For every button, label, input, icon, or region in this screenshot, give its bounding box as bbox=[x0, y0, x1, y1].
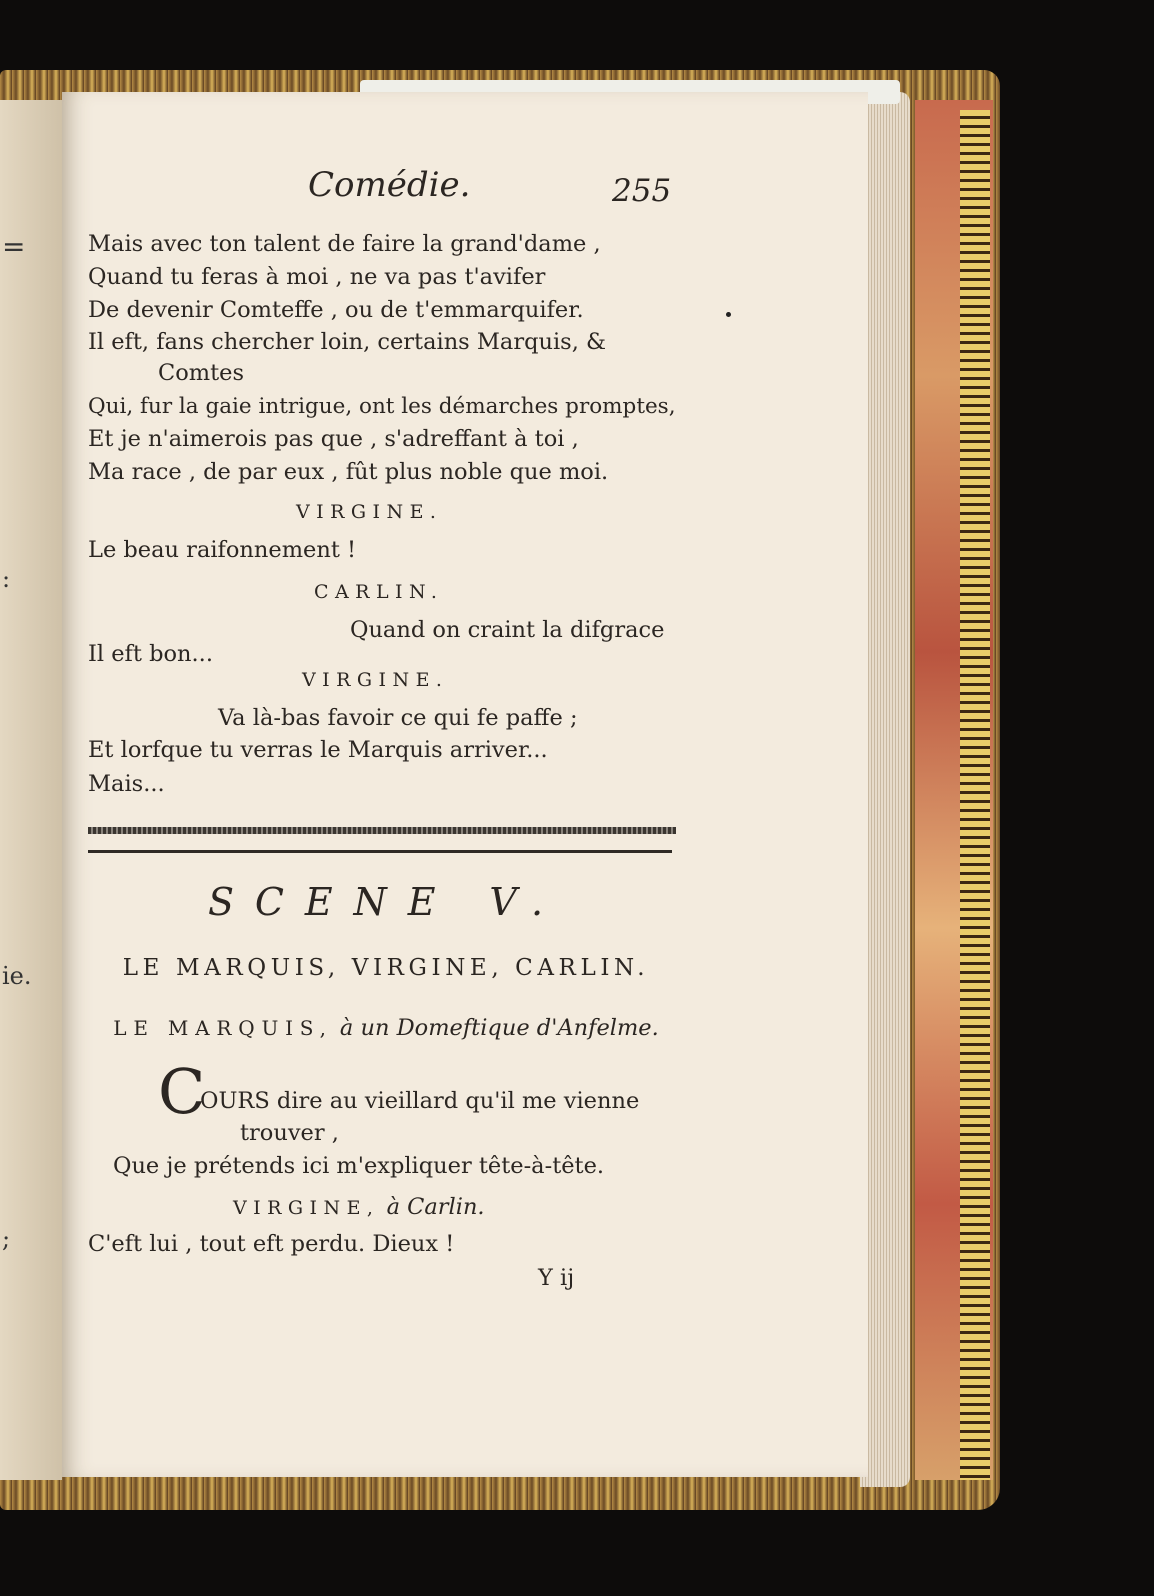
verse-line-3: De devenir Comteffe , ou de t'emmarquifer. bbox=[88, 297, 584, 323]
running-head: Comédie. bbox=[308, 165, 471, 205]
speaker-virgine-1: VIRGINE. bbox=[296, 501, 443, 523]
verse-line-5: Comtes bbox=[158, 360, 245, 386]
left-fragment-3: ie. bbox=[2, 962, 32, 990]
reply-virgine-2b: Et lorfque tu verras le Marquis arriver... bbox=[88, 737, 548, 763]
speaker-virgine-3 bbox=[233, 1191, 485, 1224]
reply-virgine-2a: Va là-bas favoir ce qui fe paffe ; bbox=[218, 705, 578, 731]
speech-line-1: OURS dire au vieillard qu'il me vienne bbox=[200, 1088, 640, 1114]
left-fragment-4: ; bbox=[2, 1225, 11, 1253]
speech-line-2: trouver , bbox=[240, 1120, 339, 1146]
stage-direction: à un Domeftique d'Anfelme. bbox=[339, 1015, 659, 1041]
drop-cap: C bbox=[158, 1055, 206, 1128]
reply-virgine-2c: Mais... bbox=[88, 771, 165, 797]
verse-line-7: Et je n'aimerois pas que , s'adreffant à toi , bbox=[88, 426, 579, 452]
reply-carlin-b: Il eft bon... bbox=[88, 641, 213, 667]
stage-speaker: LE MARQUIS, bbox=[113, 1016, 333, 1040]
left-fragment-2: : bbox=[2, 565, 11, 593]
speech-line-3: Que je prétends ici m'expliquer tête-à-tête. bbox=[113, 1153, 605, 1179]
left-fragment-1: = bbox=[2, 230, 26, 263]
ink-speck bbox=[726, 312, 731, 317]
left-page bbox=[0, 100, 62, 1480]
thin-rule bbox=[88, 850, 672, 853]
speaker-virgine-3-direction: à Carlin. bbox=[386, 1194, 485, 1220]
reply-virgine-3: C'eft lui , tout eft perdu. Dieux ! bbox=[88, 1231, 455, 1257]
speaker-virgine-3-name: VIRGINE, bbox=[233, 1197, 380, 1219]
verse-line-8: Ma race , de par eux , fût plus noble que moi. bbox=[88, 459, 609, 485]
speaker-virgine-2: VIRGINE. bbox=[302, 669, 449, 691]
page-number: 255 bbox=[612, 173, 672, 209]
speaker-carlin: CARLIN. bbox=[314, 581, 444, 603]
verse-line-2: Quand tu feras à moi , ne va pas t'avifer bbox=[88, 264, 546, 290]
signature-mark: Y ij bbox=[538, 1265, 575, 1291]
reply-virgine-1: Le beau raifonnement ! bbox=[88, 537, 357, 563]
reply-carlin-a: Quand on craint la difgrace bbox=[350, 617, 665, 643]
verse-line-6: Qui, fur la gaie intrigue, ont les démarches promptes, bbox=[88, 394, 676, 419]
verse-line-4: Il eft, fans chercher loin, certains Marquis, & bbox=[88, 329, 607, 355]
cast-list: LE MARQUIS, VIRGINE, CARLIN. bbox=[122, 955, 650, 981]
verse-line-1: Mais avec ton talent de faire la grand'dame , bbox=[88, 231, 601, 257]
scene-title: SCENE V. bbox=[208, 880, 564, 924]
stage-heading bbox=[88, 1012, 684, 1044]
ornament-rule bbox=[88, 827, 676, 834]
gilt-spine-strip bbox=[960, 110, 990, 1480]
